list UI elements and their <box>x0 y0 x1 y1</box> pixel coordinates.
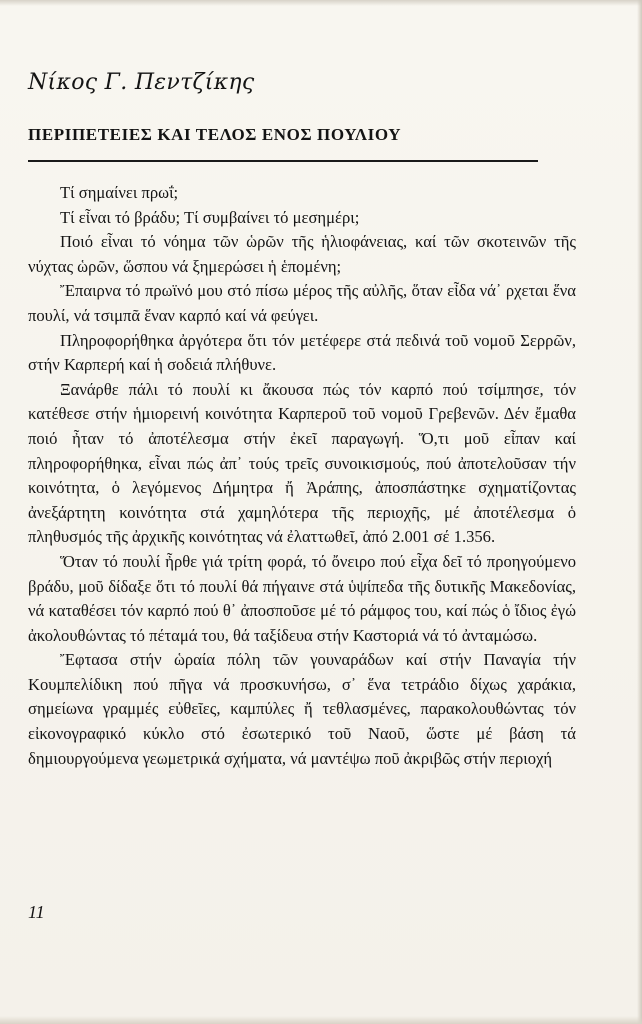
paragraph: Ποιό εἶναι τό νόημα τῶν ὡρῶν τῆς ἡλιοφάνειας, καί τῶν σκοτεινῶν τῆς νύχτας ὡρῶν, ὥσπου νά ξημερώσει ἡ ἑπομένη; <box>28 232 576 276</box>
chapter-title: ΠΕΡΙΠΕΤΕΙΕΣ ΚΑΙ ΤΕΛΟΣ ΕΝΟΣ ΠΟΥΛΙΟΥ <box>28 125 402 144</box>
paragraph: Ξανάρθε πάλι τό πουλί κι ἄκουσα πώς τόν καρπό πού τσίμπησε, τόν κατέθεσε στήν ἡμιορεινή κοινότητα Καρπεροῦ τοῦ νομοῦ Γρεβενῶν. Δέν ἔμαθα ποιό ἦταν τό ἀποτέλεσμα στήν ἐκεῖ παραγωγή. Ὅ,τι μοῦ εἶπαν καί πληροφορήθηκα, εἶναι πώς ἀπ᾽ τούς τρεῖς συνοικισμούς, πού ἀποτελοῦσαν τήν κοινότητα, ὁ λεγόμενος Δήμητρα ἤ Ἀράπης, ἀποσπάστηκε σχηματίζοντας ἀνεξάρτητη κοινότητα στά χαμηλότερα τῆς περιοχῆς, μέ ἀποτέλεσμα ὁ πληθυσμός τῆς ἀρχικῆς κοινότητας νά ἐλαττωθεῖ, ἀπό 2.001 σέ 1.356. <box>28 379 576 547</box>
body-text <box>28 181 576 771</box>
title-rule <box>28 160 538 162</box>
paragraph: Ἔφτασα στήν ὡραία πόλη τῶν γουναράδων καί στήν Παναγία τήν Κουμπελίδικη πού πῆγα νά προσκυνήσω, σ᾽ ἕνα τετράδιο δίχως χαράκια, σημείωνα γραμμές εὐθεῖες, καμπύλες ἤ τεθλασμένες, παρακολουθώντας τόν εἰκονογραφικό κύκλο στό ἐσωτερικό τοῦ Ναοῦ, ὥστε μέ βάση τά δημιουργούμενα γεωμετρικά σχήματα, νά μαντέψω ποῦ ἀκριβῶς στήν περιοχή <box>28 650 576 768</box>
page-number: 11 <box>28 902 45 922</box>
page-edge-shadow-bottom <box>0 1016 642 1024</box>
paragraph: Τί εἶναι τό βράδυ; Τί συμβαίνει τό μεσημέρι; <box>60 207 360 227</box>
paragraph: Πληροφορήθηκα ἀργότερα ὅτι τόν μετέφερε στά πεδινά τοῦ νομοῦ Σερρῶν, στήν Καρπερή καί ἡ σοδειά πλήθυνε. <box>28 330 576 375</box>
page-edge-shadow-right <box>637 0 642 1024</box>
page-edge-shadow-top <box>0 0 642 6</box>
paragraph: Ὅταν τό πουλί ἦρθε γιά τρίτη φορά, τό ὄνειρο πού εἶχα δεῖ τό προηγούμενο βράδυ, μοῦ δίδαξε ὅτι τό πουλί θά πήγαινε στά ὑψίπεδα τῆς δυτικῆς Μακεδονίας, νά καταθέσει τόν καρπό πού θ᾽ ἀποσποῦσε μέ τό ράμφος του, καί πώς ὁ ἴδιος ἐγώ ἀκολουθώντας τό πέταμά του, θά ταξίδευα στήν Καστοριά νά τό ἀνταμώσω. <box>28 551 576 645</box>
paragraph: Ἔπαιρνα τό πρωϊνό μου στό πίσω μέρος τῆς αὐλῆς, ὅταν εἶδα νά᾽ ρχεται ἕνα πουλί, νά τσιμπᾶ ἕναν καρπό καί νά φεύγει. <box>28 281 576 325</box>
author-name: Νίκος Γ. Πεντζίκης <box>28 70 255 95</box>
paragraph: Τί σημαίνει πρωΐ; <box>60 183 179 202</box>
